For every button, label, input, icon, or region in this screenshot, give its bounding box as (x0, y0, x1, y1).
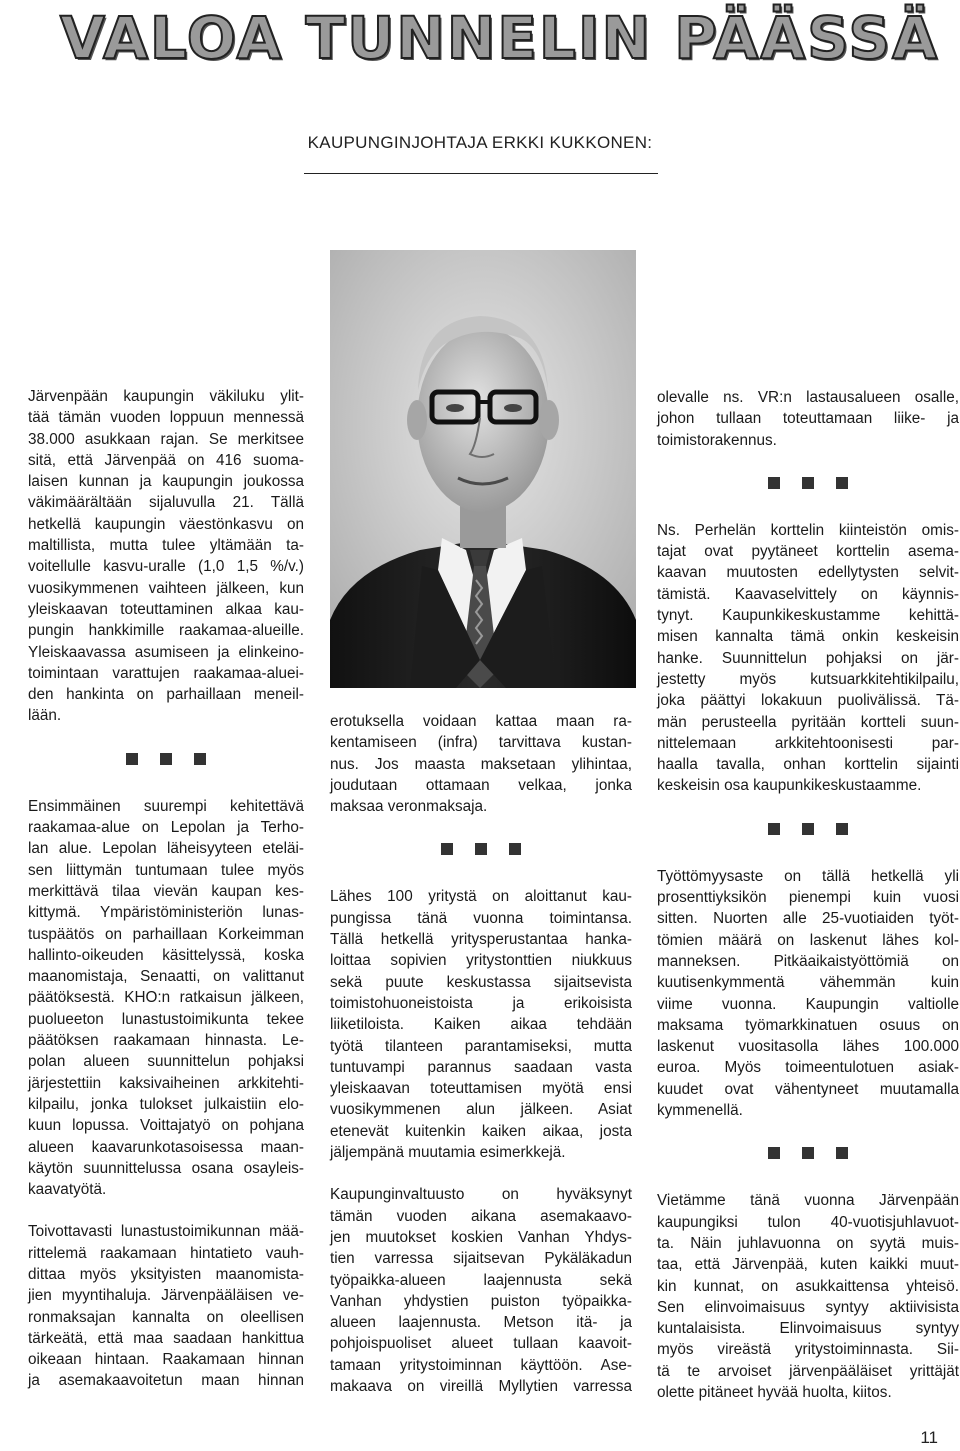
section-separator (657, 823, 959, 836)
section-separator (330, 843, 632, 856)
kicker-divider (304, 173, 658, 174)
paragraph-lepola: Ensimmäinen suurempi kehitettävä raakamaa-alue on Lepolan ja Terho- lan alue. Lepolan läheisyyteen eteläi- sen liittymän tuntumaan tulee myös merkittävä tilaa vievän kaupan kes- kittymä. Ympäristöministeriön lunas- tuspäätös on parhaillaan Korkeimman hallinto-oikeuden käsittelyssä, koska maanomistaja, Senaatti, on valittanut päätöksestä. KHO:n ratkaisun jälkeen, puolueeton lunastustoimikunta tekee päätöksen raakamaan hinnasta. Le- polan alueen suunnittelun pohjaksi järjestettiin kaksivaiheinen arkkitehti- kilpailu, jonka tulokset julkaistiin elo- kuun lopussa. Voittajatyö on pohjana alueen kaavarunkotasoisessa maan- käytön suunnittelussa osana osayleis- kaavatyötä. (28, 797, 304, 1199)
portrait-photo (330, 250, 636, 688)
paragraph-council: Kaupunginvaltuusto on hyväksynyt tämän vuoden aikana asemakaavo- jen muutokset koskien Vanhan Yhdys- tien varressa sijaitsevan Pykäläkadun työpaikka-alueen laajennusta sekä Vanhan yhdystien puiston työpaikka- alueen laajennusta. Metson itä- ja pohjoispuoliset alueet tullaan kaavoit- tamaan yritystoiminnan käyttöön. Ase- makaava on vireillä Myllytien varressa (330, 1186, 632, 1396)
paragraph-companies: Lähes 100 yritystä on aloittanut kau- pungissa tänä vuonna toimintansa. Tällä hetkellä yritysperustantaa hanka- loittaa sopivien yritystonttien niukkuus sekä puute keskustassa sijaitsevista toimistohuoneistoista ja erikoisista liiketiloista. Kaiken aikaa tehdään työtä tilanteen parantamiseksi, mutta tuntuvampi parannus saadaan vasta yleiskaavan toteuttamisen myötä ensi vuosikymmenen alun jälkeen. Asiat etenevät kuitenkin kaiken aikaa, josta jäljempänä muutamia esimerkkejä. (330, 888, 632, 1162)
article-title: VALOA TUNNELIN PÄÄSSÄ (60, 4, 939, 72)
paragraph-land-price: Toivottavasti lunastustoimikunnan mää- rittelemä raakamaan hintatieto vauh- dittaa myös yksityisten maanomista- jien myyntihaluja. Järvenpääläisen ve- ronmaksajan kannalta on oleellisen tärkeätä, että maa saadaan hankittua oikeaan hintaan. Raakamaan hinnan ja asemakaavoitetun maan hinnan (28, 1223, 304, 1390)
column-middle (330, 711, 632, 1397)
page-number: 11 (920, 1428, 938, 1447)
column-right (657, 387, 959, 1403)
paragraph-vr-area: olevalle ns. VR:n lastausalueen osalle, johon tullaan toteuttamaan liike- ja toimistorakennus. (657, 389, 959, 449)
paragraph-population: Järvenpään kaupungin väkiluku ylit- tää tämän vuoden loppuun mennessä 38.000 asukkaan rajan. Se merkitsee sitä, että Järvenpää on 416 suoma- laisen kunnan ja kaupungin joukossa väkimäärältään sijaluvulla 21. Tällä hetkellä kaupungin väestönkasvu on maltillista, mutta tulee yltämään ta- voitellulle kasvu-uralle (1,0 1,5 %/v.) vuosikymmenen vaihteen jälkeen, kun yleiskaavan toteuttaminen alkaa kau- pungin hankkimille raakamaa-alueille. Yleiskaavassa asumiseen ja elinkeino- toimintaan varattujen raakamaa-aluei- den hankinta on parhaillaan meneil- lään. (28, 388, 304, 725)
paragraph-infra: erotuksella voidaan kattaa maan ra- kentamiseen (infra) tarvittava kustan- nus. Jos maasta maksetaan ylihintaa, joudutaan ottamaan velkaa, jonka maksaa veronmaksaja. (330, 713, 632, 816)
paragraph-unemployment: Työttömyysaste on tällä hetkellä yli prosenttiyksikön pienempi kuin vuosi sitten. Nuorten alle 25-vuotiaiden työt- tömien määrä on laskenut lähes kol- manneksen. Pitkäaikaistyöttömiä on kuutisenkymmentä vähemmän kuin viime vuonna. Kaupungin valtiolle maksama työmarkkinatuen osuus on laskenut vuositasolla lähes 100.000 euroa. Myös toimeentulotuen asiak- kuudet ovat vähentyneet muutamalla kymmenellä. (657, 867, 959, 1120)
section-separator (28, 753, 304, 766)
paragraph-anniversary: Vietämme tänä vuonna Järvenpään kaupungiksi tulon 40-vuotisjuhlavuot- ta. Näin juhlavuonna on syytä muis- taa, että Järvenpää, kuten kaikki muut- kin kunnat, on asukkaittensa yhteisö. Sen elinvoimaisuus syntyy aktiivisista kuntalaisista. Elinvoimaisuus syntyy myös vireästä yritystoiminnasta. Sii- tä te arvoiset järvenpääläiset yrittäjät olette pitäneet hyvää huolta, kiitos. (657, 1192, 959, 1401)
section-separator (657, 477, 959, 490)
paragraph-perhela: Ns. Perhelän korttelin kiinteistön omis- tajat ovat pyytäneet korttelin asema- kaavan muutosten edellytysten selvit- tämistä. Kaavaselvittely on käynnis- tynyt. Kaupunkikeskustamme kehittä- misen kannalta tämä onkin keskeisin hanke. Suunnittelun pohjaksi on jär- jestetty myös kutsuarkkitehtikilpailu, joka päättyi lokakuun puolivälissä. Tä- män perusteella pyritään kortteli suun- nittelemaan arkkitehtoonisesti par- haalla tavalla, onhan korttelin sijainti keskeisin osa kaupunkikeskustaamme. (657, 521, 959, 795)
section-separator (657, 1147, 959, 1160)
article-kicker: KAUPUNGINJOHTAJA ERKKI KUKKONEN: (307, 133, 653, 152)
column-left (28, 386, 304, 1392)
